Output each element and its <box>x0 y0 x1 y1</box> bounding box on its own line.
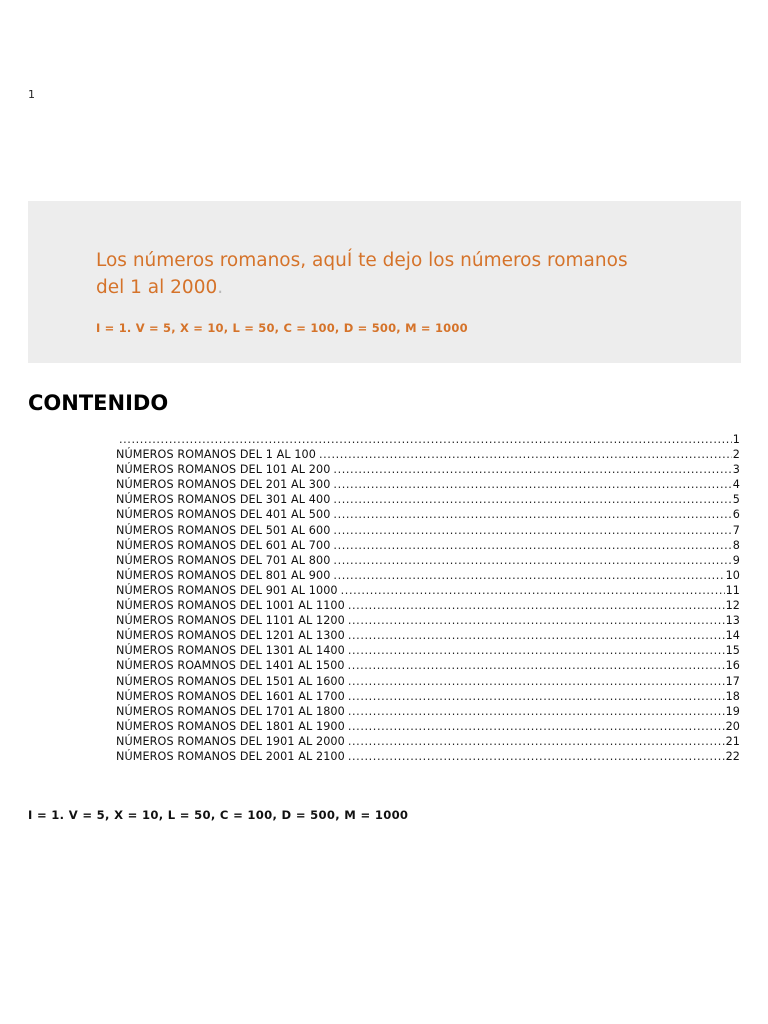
toc-entry-label: NÚMEROS ROMANOS DEL 1201 AL 1300 <box>116 629 345 643</box>
toc-entry[interactable] <box>116 432 740 447</box>
toc-entry[interactable] <box>116 658 740 673</box>
toc-entry-label: NÚMEROS ROMANOS DEL 901 AL 1000 <box>116 583 338 597</box>
toc-entry-leader <box>348 643 725 658</box>
toc-entry-leader <box>333 492 731 507</box>
toc-entry-page: 19 <box>725 704 740 718</box>
toc-entry-label: NÚMEROS ROMANOS DEL 101 AL 200 <box>116 463 331 477</box>
toc-entry-leader <box>319 447 732 462</box>
toc-entry-leader <box>348 674 725 689</box>
toc-entry-leader <box>348 598 725 613</box>
banner-formula: I = 1. V = 5, X = 10, L = 50, C = 100, D = 500, M = 1000 <box>96 321 468 335</box>
toc-entry-label: NÚMEROS ROMANOS DEL 1801 AL 1900 <box>116 719 345 733</box>
toc-entry-label: NÚMEROS ROMANOS DEL 501 AL 600 <box>116 523 331 537</box>
toc-entry-label: NÚMEROS ROMANOS DEL 801 AL 900 <box>116 568 331 582</box>
toc-entry-leader <box>348 613 725 628</box>
toc-entry[interactable] <box>116 674 740 689</box>
toc-entry-leader <box>348 719 725 734</box>
toc-entry[interactable] <box>116 462 740 477</box>
toc-entry-label: NÚMEROS ROMANOS DEL 1 AL 100 <box>116 448 316 462</box>
toc-entry-label: NÚMEROS ROMANOS DEL 601 AL 700 <box>116 538 331 552</box>
banner-title-text: Los números romanos, aquÍ te dejo los números romanos del 1 al 2000 <box>96 250 628 298</box>
toc-entry-label: NÚMEROS ROMANOS DEL 201 AL 300 <box>116 478 331 492</box>
toc-entry-page: 2 <box>732 448 740 462</box>
toc-entry-page: 10 <box>725 568 740 582</box>
toc-entry-label: NÚMEROS ROMANOS DEL 1501 AL 1600 <box>116 674 345 688</box>
toc-entry-label: NÚMEROS ROMANOS DEL 701 AL 800 <box>116 553 331 567</box>
toc-entry-leader <box>348 689 725 704</box>
toc-entry-leader <box>348 734 725 749</box>
toc-entry[interactable] <box>116 719 740 734</box>
toc-entry-label: NÚMEROS ROMANOS DEL 301 AL 400 <box>116 493 331 507</box>
toc-entry-leader <box>333 477 731 492</box>
toc-entry-page: 11 <box>725 583 740 597</box>
toc-entry[interactable] <box>116 613 740 628</box>
toc-entry[interactable] <box>116 689 740 704</box>
table-of-contents <box>116 432 740 764</box>
toc-entry-leader <box>119 432 732 447</box>
toc-entry-label: NÚMEROS ROMANOS DEL 1601 AL 1700 <box>116 689 345 703</box>
toc-entry-label: NÚMEROS ROMANOS DEL 1301 AL 1400 <box>116 644 345 658</box>
toc-entry-leader <box>333 568 724 583</box>
toc-entry-page: 14 <box>725 629 740 643</box>
toc-entry-page: 6 <box>732 508 740 522</box>
toc-entry-page: 1 <box>732 433 740 446</box>
toc-entry-leader <box>333 553 731 568</box>
toc-heading: CONTENIDO <box>28 391 169 415</box>
toc-entry-leader <box>333 462 731 477</box>
toc-entry[interactable] <box>116 553 740 568</box>
toc-entry-label: NÚMEROS ROMANOS DEL 1701 AL 1800 <box>116 704 345 718</box>
toc-entry-label: NÚMEROS ROMANOS DEL 1901 AL 2000 <box>116 734 345 748</box>
toc-entry[interactable] <box>116 477 740 492</box>
toc-entry-leader <box>348 658 725 673</box>
toc-entry-leader <box>333 538 731 553</box>
toc-entry-page: 22 <box>725 749 740 763</box>
toc-entry[interactable] <box>116 492 740 507</box>
toc-entry[interactable] <box>116 628 740 643</box>
toc-entry-page: 8 <box>732 538 740 552</box>
toc-entry-page: 18 <box>725 689 740 703</box>
toc-entry-label: NÚMEROS ROMANOS DEL 2001 AL 2100 <box>116 749 345 763</box>
banner-title <box>96 247 656 301</box>
toc-entry-label: NÚMEROS ROAMNOS DEL 1401 AL 1500 <box>116 659 345 673</box>
toc-entry-page: 12 <box>725 599 740 613</box>
toc-entry[interactable] <box>116 734 740 749</box>
footer-formula: I = 1. V = 5, X = 10, L = 50, C = 100, D = 500, M = 1000 <box>28 808 409 822</box>
toc-entry-page: 20 <box>725 719 740 733</box>
toc-entry[interactable] <box>116 598 740 613</box>
toc-entry[interactable] <box>116 749 740 764</box>
toc-entry-page: 13 <box>725 614 740 628</box>
toc-entry-page: 7 <box>732 523 740 537</box>
toc-entry-page: 21 <box>725 734 740 748</box>
toc-entry-label: NÚMEROS ROMANOS DEL 1101 AL 1200 <box>116 614 345 628</box>
toc-entry[interactable] <box>116 523 740 538</box>
toc-entry[interactable] <box>116 643 740 658</box>
toc-entry[interactable] <box>116 568 740 583</box>
toc-entry-leader <box>348 749 725 764</box>
toc-entry-page: 3 <box>732 463 740 477</box>
toc-entry[interactable] <box>116 704 740 719</box>
toc-entry-label: NÚMEROS ROMANOS DEL 401 AL 500 <box>116 508 331 522</box>
intro-banner <box>28 201 741 363</box>
toc-entry[interactable] <box>116 447 740 462</box>
toc-entry-leader <box>348 704 725 719</box>
toc-entry-leader <box>348 628 725 643</box>
toc-entry-page: 9 <box>732 553 740 567</box>
toc-entry-page: 4 <box>732 478 740 492</box>
toc-entry-page: 17 <box>725 674 740 688</box>
page-number: 1 <box>28 88 35 101</box>
toc-entry-leader <box>333 507 731 522</box>
toc-entry-page: 16 <box>725 659 740 673</box>
toc-entry[interactable] <box>116 507 740 522</box>
toc-entry[interactable] <box>116 538 740 553</box>
toc-entry-leader <box>341 583 725 598</box>
banner-title-end: . <box>217 277 224 298</box>
toc-entry-page: 15 <box>725 644 740 658</box>
toc-entry-leader <box>333 523 731 538</box>
toc-entry-label: NÚMEROS ROMANOS DEL 1001 AL 1100 <box>116 599 345 613</box>
toc-entry[interactable] <box>116 583 740 598</box>
toc-entry-page: 5 <box>732 493 740 507</box>
